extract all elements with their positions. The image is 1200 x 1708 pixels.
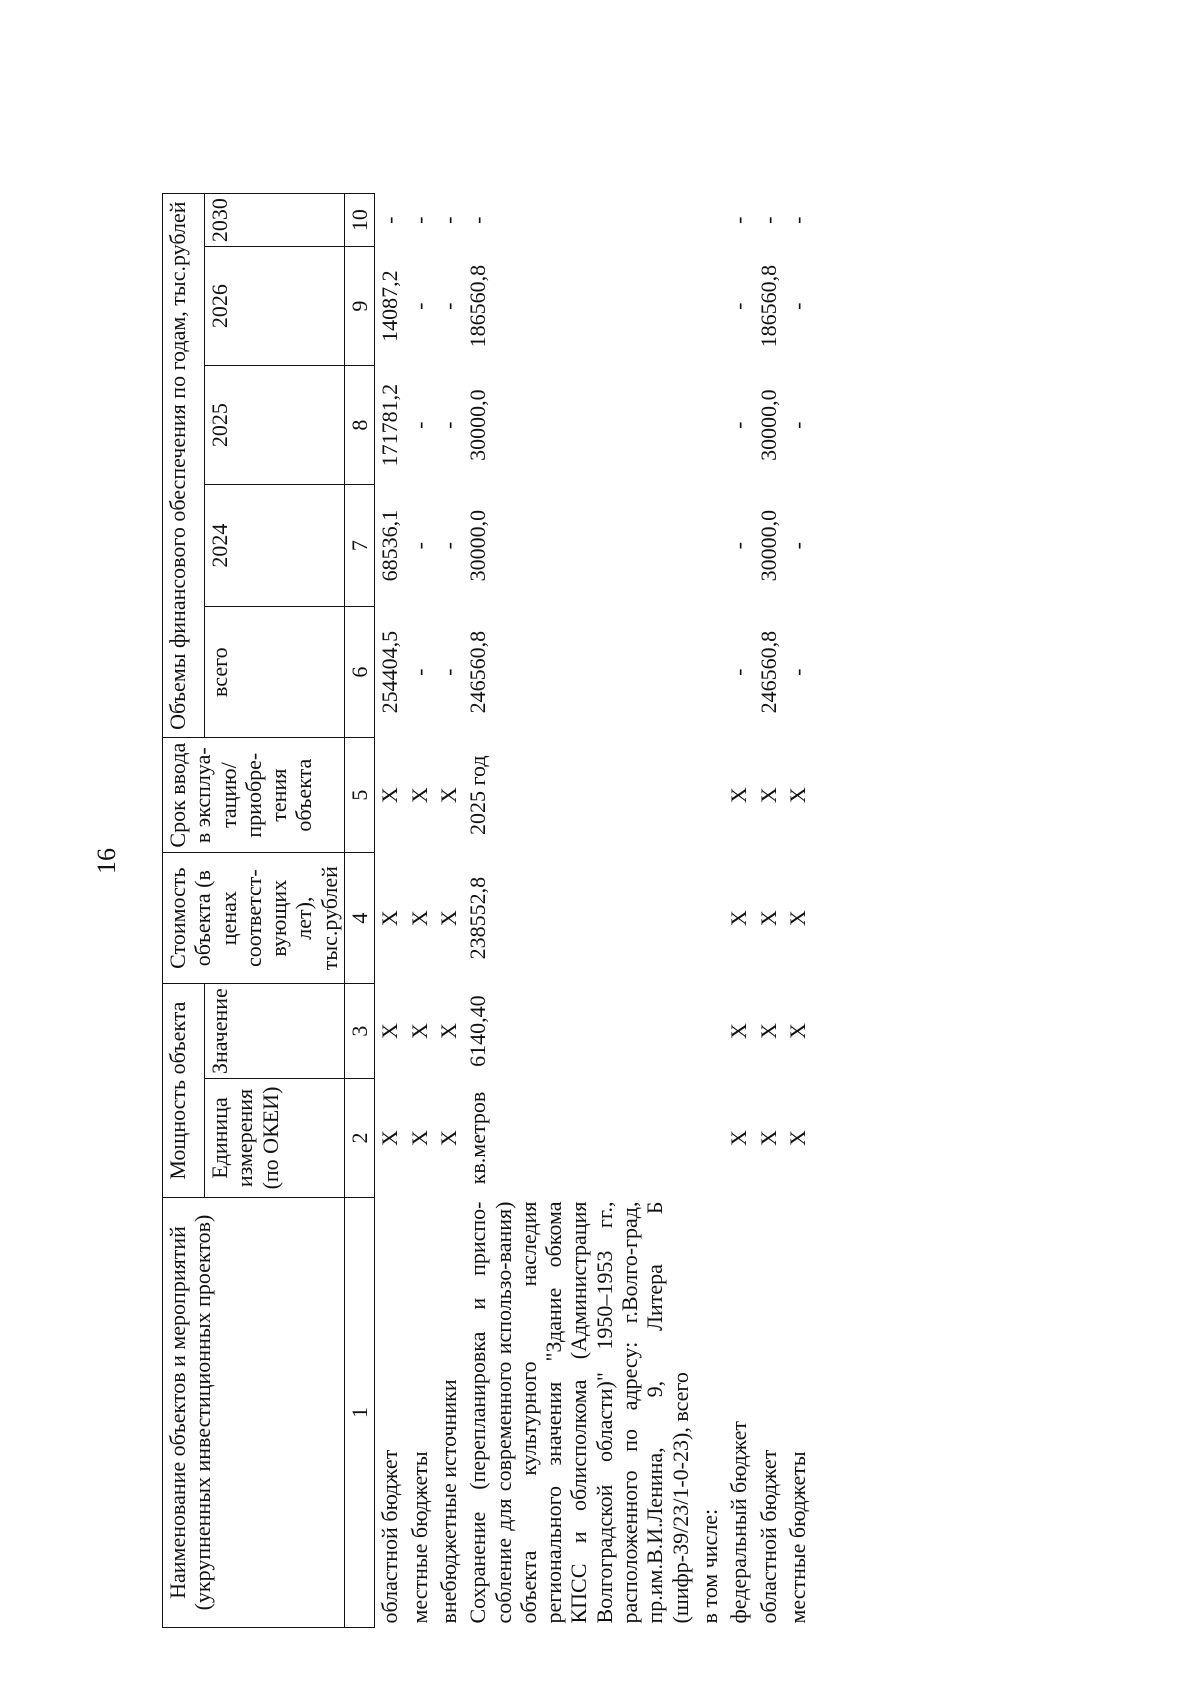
col-number: 10 bbox=[345, 194, 375, 247]
table-row bbox=[375, 194, 405, 1628]
col-number: 8 bbox=[345, 366, 375, 485]
col-number: 1 bbox=[345, 1198, 375, 1628]
row-2026: 186560,8 bbox=[465, 264, 491, 348]
row-2024: 30000,0 bbox=[755, 509, 781, 582]
row-2026: - bbox=[406, 302, 432, 310]
row-name: федеральный бюджет bbox=[726, 1421, 752, 1624]
row-2030: - bbox=[784, 216, 810, 224]
col-number: 5 bbox=[345, 738, 375, 853]
header-capacity: Мощность объекта bbox=[163, 984, 205, 1198]
header-unit: Единица измерения (по ОКЕИ) bbox=[205, 1079, 345, 1198]
row-deadline: X bbox=[406, 787, 432, 804]
col-number: 9 bbox=[345, 247, 375, 366]
row-unit: X bbox=[755, 1130, 781, 1146]
col-number: 7 bbox=[345, 485, 375, 607]
row-name: местные бюджеты bbox=[406, 1451, 432, 1624]
row-deadline: X bbox=[784, 787, 810, 804]
row-cost: X bbox=[406, 910, 432, 927]
row-cost bbox=[695, 853, 724, 984]
table-row bbox=[724, 194, 753, 1628]
table-row bbox=[434, 194, 463, 1628]
row-2026: - bbox=[784, 302, 810, 310]
row-value bbox=[695, 984, 724, 1079]
row-unit: X bbox=[784, 1130, 810, 1146]
row-2026: 186560,8 bbox=[755, 264, 781, 348]
row-2030 bbox=[695, 194, 724, 247]
row-2025 bbox=[695, 366, 724, 485]
row-2025: - bbox=[784, 421, 810, 429]
header-row-1 bbox=[163, 194, 205, 1628]
row-name: местные бюджеты bbox=[784, 1451, 810, 1624]
row-total: - bbox=[726, 668, 752, 676]
row-2024: 68536,1 bbox=[377, 509, 403, 582]
row-2026 bbox=[695, 247, 724, 366]
row-2024: - bbox=[784, 542, 810, 550]
row-total: 246560,8 bbox=[465, 630, 491, 714]
header-2024: 2024 bbox=[205, 485, 345, 607]
header-2026: 2026 bbox=[205, 247, 345, 366]
col-number: 2 bbox=[345, 1079, 375, 1198]
row-2025: 30000,0 bbox=[465, 389, 491, 461]
table-row bbox=[754, 194, 783, 1628]
header-cost: Стоимость объекта (в ценах соответст-вующих лет), тыс.рублей bbox=[163, 853, 345, 984]
row-2025: 30000,0 bbox=[755, 389, 781, 461]
header-finance: Объемы финансового обеспечения по годам, тыс.рублей bbox=[163, 194, 205, 738]
row-2030: - bbox=[377, 216, 403, 224]
row-2024: - bbox=[435, 542, 461, 550]
row-2024 bbox=[695, 485, 724, 607]
col-number: 6 bbox=[345, 607, 375, 738]
row-2025: - bbox=[435, 421, 461, 429]
page-number: 16 bbox=[92, 848, 121, 874]
table-row bbox=[783, 194, 812, 1628]
row-unit: X bbox=[726, 1130, 752, 1146]
row-total: - bbox=[435, 668, 461, 676]
row-cost: X bbox=[435, 910, 461, 927]
row-name: внебюджетные источники bbox=[435, 1379, 461, 1624]
row-2030: - bbox=[465, 216, 491, 224]
row-unit: кв.метров bbox=[465, 1091, 491, 1185]
row-2024: - bbox=[406, 542, 432, 550]
row-cost: X bbox=[726, 910, 752, 927]
row-2026: 14087,2 bbox=[377, 270, 403, 342]
row-2026: - bbox=[726, 302, 752, 310]
row-2030: - bbox=[755, 216, 781, 224]
header-deadline: Срок ввода в эксплуа-тацию/ приобре-тения объекта bbox=[163, 738, 345, 853]
row-name: областной бюджет bbox=[377, 1449, 403, 1624]
row-2025: - bbox=[406, 421, 432, 429]
header-name: Наименование объектов и мероприятий (укрупненных инвестиционных проектов) bbox=[163, 1198, 345, 1628]
header-2025: 2025 bbox=[205, 366, 345, 485]
row-name: областной бюджет bbox=[755, 1449, 781, 1624]
row-deadline: 2025 год bbox=[465, 755, 491, 835]
header-value: Значение bbox=[205, 984, 345, 1079]
row-cost: 238552,8 bbox=[465, 876, 491, 960]
table-row bbox=[463, 194, 695, 1628]
row-cost: X bbox=[784, 910, 810, 927]
row-deadline: X bbox=[726, 787, 752, 804]
row-2025: 171781,2 bbox=[377, 383, 403, 467]
row-cost: X bbox=[755, 910, 781, 927]
row-2025: - bbox=[726, 421, 752, 429]
row-deadline: X bbox=[377, 787, 403, 804]
row-unit: X bbox=[435, 1130, 461, 1146]
row-total: 254404,5 bbox=[377, 630, 403, 714]
row-deadline: X bbox=[435, 787, 461, 804]
row-value: X bbox=[435, 1023, 461, 1040]
row-name: в том числе: bbox=[696, 1508, 722, 1624]
row-deadline bbox=[695, 738, 724, 853]
col-number: 4 bbox=[345, 853, 375, 984]
table-row bbox=[695, 194, 724, 1628]
row-2030: - bbox=[406, 216, 432, 224]
row-total: 246560,8 bbox=[755, 630, 781, 714]
row-cost: X bbox=[377, 910, 403, 927]
row-total: - bbox=[406, 668, 432, 676]
financing-table bbox=[162, 193, 812, 1628]
row-unit: X bbox=[406, 1130, 432, 1146]
col-number: 3 bbox=[345, 984, 375, 1079]
row-2024: - bbox=[726, 542, 752, 550]
row-value: X bbox=[377, 1023, 403, 1040]
row-name: Сохранение (перепланировка и приспо-собление для современного использо-вания) объекта культурного наследия регионального значения "Здание обкома КПСС и облисполкома (Администрация Волгоградской области)" 1950–1953 гг., расположенного по адресу: г.Волго-град, пр.им.В.И.Ленина, 9, Литера Б (шифр-39/23/1-0-23), всего bbox=[465, 1201, 693, 1624]
row-total bbox=[695, 607, 724, 738]
row-value: X bbox=[406, 1023, 432, 1040]
header-total: всего bbox=[205, 607, 345, 738]
column-number-row bbox=[345, 194, 375, 1628]
row-total: - bbox=[784, 668, 810, 676]
row-unit: X bbox=[377, 1130, 403, 1146]
row-unit bbox=[695, 1079, 724, 1198]
row-value: X bbox=[784, 1023, 810, 1040]
row-2030: - bbox=[435, 216, 461, 224]
row-2030: - bbox=[726, 216, 752, 224]
row-2026: - bbox=[435, 302, 461, 310]
row-value: X bbox=[726, 1023, 752, 1040]
row-2024: 30000,0 bbox=[465, 509, 491, 582]
row-deadline: X bbox=[755, 787, 781, 804]
header-2030: 2030 bbox=[205, 194, 345, 247]
row-value: X bbox=[755, 1023, 781, 1040]
row-value: 6140,40 bbox=[465, 995, 491, 1067]
table-row bbox=[405, 194, 434, 1628]
